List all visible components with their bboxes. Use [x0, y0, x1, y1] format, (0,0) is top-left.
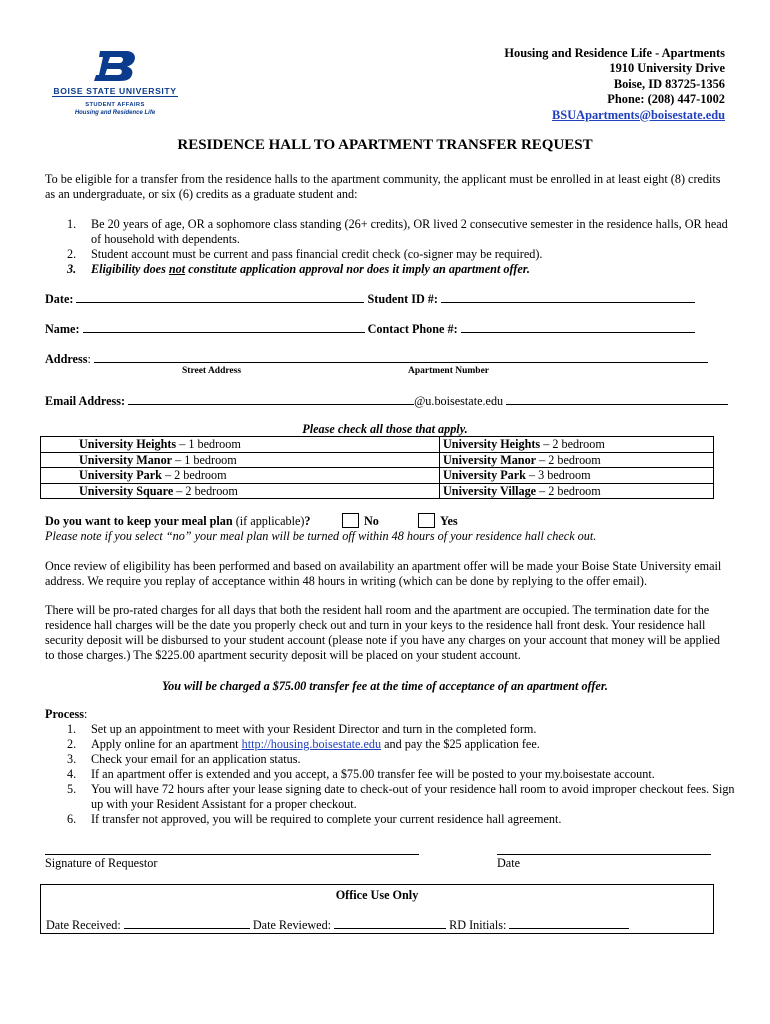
list-item [45, 217, 735, 247]
option-university-manor-2br[interactable] [440, 452, 714, 468]
meal-no-checkbox[interactable] [342, 513, 359, 528]
list-text: Student account must be current and pass financial credit check (co-signer may be required). [91, 247, 543, 261]
table-row [41, 468, 714, 484]
meal-no-option [342, 513, 379, 529]
list-text-pre: Apply online for an apartment [91, 737, 242, 751]
bsu-logo [40, 48, 190, 122]
list-item [45, 812, 735, 827]
list-text: If transfer not approved, you will be required to complete your current residence hall agreement. [91, 812, 562, 826]
list-item [45, 752, 735, 767]
address-colon: : [87, 352, 91, 366]
list-text-post: and pay the $25 application fee. [381, 737, 540, 751]
option-university-park-2br[interactable] [41, 468, 440, 484]
email-username-field[interactable] [128, 392, 414, 405]
process-colon: : [84, 707, 88, 721]
meal-yes-checkbox[interactable] [418, 513, 435, 528]
list-item [45, 767, 735, 782]
option-name: University Manor [79, 452, 173, 467]
student-id-label: Student ID #: [367, 292, 438, 306]
list-text: Be 20 years of age, OR a sophomore class standing (26+ credits), OR lived 2 consecutive semester in the residence halls, OR head of household with dependents. [91, 217, 728, 246]
review-paragraph: Once review of eligibility has been performed and based on availability an apartment offer will be made your Boise State University email address. We require you replay of acceptance within 48 hours in writing (which can be done by replying to the offer email). [45, 559, 722, 588]
list-number: 1. [67, 217, 77, 231]
option-name: University Manor [443, 452, 537, 467]
name-label: Name: [45, 322, 80, 336]
header-line-phone: Phone: (208) 447-1002 [607, 92, 725, 107]
table-row [41, 452, 714, 468]
meal-plan-question [45, 514, 311, 529]
signature-date-label: Date [497, 856, 521, 870]
meal-yes-label: Yes [440, 514, 458, 528]
contact-phone-label: Contact Phone #: [367, 322, 458, 336]
option-beds: – 2 bedroom [536, 452, 601, 467]
contact-phone-field[interactable] [461, 320, 695, 333]
signature-label: Signature of Requestor [45, 856, 158, 870]
list-item [45, 247, 735, 262]
list-text: Check your email for an application status. [91, 752, 301, 766]
date-received-field[interactable] [124, 917, 250, 929]
list-item [45, 722, 735, 737]
charges-paragraph: There will be pro-rated charges for all days that both the resident hall room and the apartment are occupied. The termination date for the residence hall charges will be the date you properly check out and turn in your keys to the residence hall front desk. Your residence hall security deposit will be disbursed to your student account (please note if you have any charges on your account that money will be applied to those charges.) The $225.00 apartment security deposit will be placed on your student account. [45, 603, 720, 662]
option-beds: – 1 bedroom [172, 452, 237, 467]
list-text: You will have 72 hours after your lease signing date to check-out of your residence hall room to avoid improper checkout fees. Sign up with your Resident Assistant for a proper checkout. [91, 782, 735, 811]
rd-initials-field[interactable] [509, 917, 629, 929]
list-item [45, 737, 735, 752]
list-number: 6. [67, 812, 77, 826]
header-line-office: Housing and Residence Life - Apartments [504, 46, 725, 60]
option-name: University Village [443, 483, 537, 498]
header-email-link[interactable]: BSUApartments@boisestate.edu [552, 107, 725, 122]
date-row [45, 290, 695, 307]
logo-university-name: BOISE STATE UNIVERSITY [53, 86, 177, 96]
office-use-row [46, 917, 629, 933]
email-row [45, 392, 728, 409]
list-number: 2. [67, 737, 77, 751]
option-university-park-3br[interactable] [440, 468, 714, 484]
date-reviewed-field[interactable] [334, 917, 446, 929]
option-university-heights-1br[interactable] [41, 437, 440, 453]
check-instructions: Please check all those that apply. [302, 422, 468, 436]
email-address-label: Email Address: [45, 394, 126, 408]
process-heading [45, 707, 87, 722]
name-field[interactable] [83, 320, 365, 333]
address-label: Address [45, 352, 88, 366]
intro-paragraph: To be eligible for a transfer from the residence halls to the apartment community, the applicant must be enrolled in at least eight (8) credits as an undergraduate, or six (6) credits as a graduate student and: [45, 172, 721, 201]
meal-question-mark: ? [304, 514, 311, 528]
meal-question-text: Do you want to keep your meal plan [45, 514, 233, 528]
meal-no-label: No [364, 514, 379, 528]
student-id-field[interactable] [441, 290, 695, 303]
date-field[interactable] [76, 290, 364, 303]
option-name: University Park [443, 468, 526, 483]
option-name: University Heights [79, 437, 177, 451]
page-title: RESIDENCE HALL TO APARTMENT TRANSFER REQUEST [177, 137, 593, 153]
header-line-street: 1910 University Drive [609, 61, 725, 76]
option-beds: – 2 bedroom [161, 468, 227, 483]
eligibility-list [45, 217, 735, 277]
option-beds: – 1 bedroom [176, 437, 241, 451]
option-name: University Square [79, 483, 174, 498]
logo-divider [52, 96, 178, 97]
process-list [45, 722, 735, 827]
option-university-village-2br[interactable] [440, 483, 714, 499]
process-label: Process [45, 707, 85, 721]
option-university-manor-1br[interactable] [41, 452, 440, 468]
table-row [41, 437, 714, 453]
transfer-fee-note: You will be charged a $75.00 transfer fee at the time of acceptance of an apartment offer. [162, 679, 608, 693]
address-field[interactable] [94, 350, 708, 363]
list-number: 1. [67, 722, 77, 736]
office-use-box [40, 884, 714, 934]
list-item [45, 782, 735, 812]
meal-applicable-text: (if applicable) [232, 514, 305, 528]
signature-field[interactable] [45, 840, 419, 855]
header-line-city: Boise, ID 83725-1356 [613, 76, 725, 91]
option-beds: – 3 bedroom [525, 468, 591, 483]
list-item [45, 262, 735, 277]
rd-initials-label: RD Initials: [449, 918, 507, 932]
address-row [45, 350, 708, 367]
option-name: University Heights [443, 437, 541, 451]
date-label: Date: [45, 292, 74, 306]
option-beds: – 2 bedroom [536, 483, 601, 498]
logo-unit: Housing and Residence Life [74, 110, 156, 116]
logo-department: STUDENT AFFAIRS [85, 102, 145, 108]
email-domain-text: @u.boisestate.edu [414, 394, 504, 408]
date-received-label: Date Received: [46, 918, 121, 932]
meal-yes-option [418, 513, 458, 529]
list-number: 5. [67, 782, 77, 796]
table-row [41, 483, 714, 499]
date-reviewed-label: Date Reviewed: [252, 918, 332, 932]
list-text-post: constitute application approval nor does it imply an apartment offer. [185, 262, 530, 276]
bronco-b-logo-icon [93, 50, 139, 82]
list-text-emphasis: not [168, 262, 186, 276]
apartment-number-caption: Apartment Number [408, 366, 490, 376]
option-university-heights-2br[interactable] [440, 437, 714, 453]
option-beds: – 2 bedroom [540, 437, 605, 451]
list-text-pre: Eligibility does [91, 262, 169, 276]
list-number: 2. [67, 247, 77, 261]
meal-plan-note: Please note if you select “no” your meal plan will be turned off within 48 hours of your residence hall check out. [45, 529, 597, 543]
signature-date-field[interactable] [497, 840, 711, 855]
list-text: Set up an appointment to meet with your Resident Director and turn in the completed form. [91, 722, 537, 736]
email-extra-line [506, 392, 728, 405]
housing-website-link[interactable]: http://housing.boisestate.edu [241, 737, 382, 751]
list-text: If an apartment offer is extended and you accept, a $75.00 transfer fee will be posted to your my.boisestate account. [91, 767, 655, 781]
list-number: 4. [67, 767, 77, 781]
office-use-title: Office Use Only [335, 888, 419, 902]
header-address [504, 46, 725, 123]
option-university-square-2br[interactable] [41, 483, 440, 499]
option-beds: – 2 bedroom [173, 483, 238, 498]
apartment-options-table [40, 436, 714, 499]
street-address-caption: Street Address [182, 366, 242, 376]
option-name: University Park [79, 468, 162, 483]
list-number: 3. [67, 752, 77, 766]
name-row [45, 320, 695, 337]
list-number: 3. [67, 262, 77, 276]
